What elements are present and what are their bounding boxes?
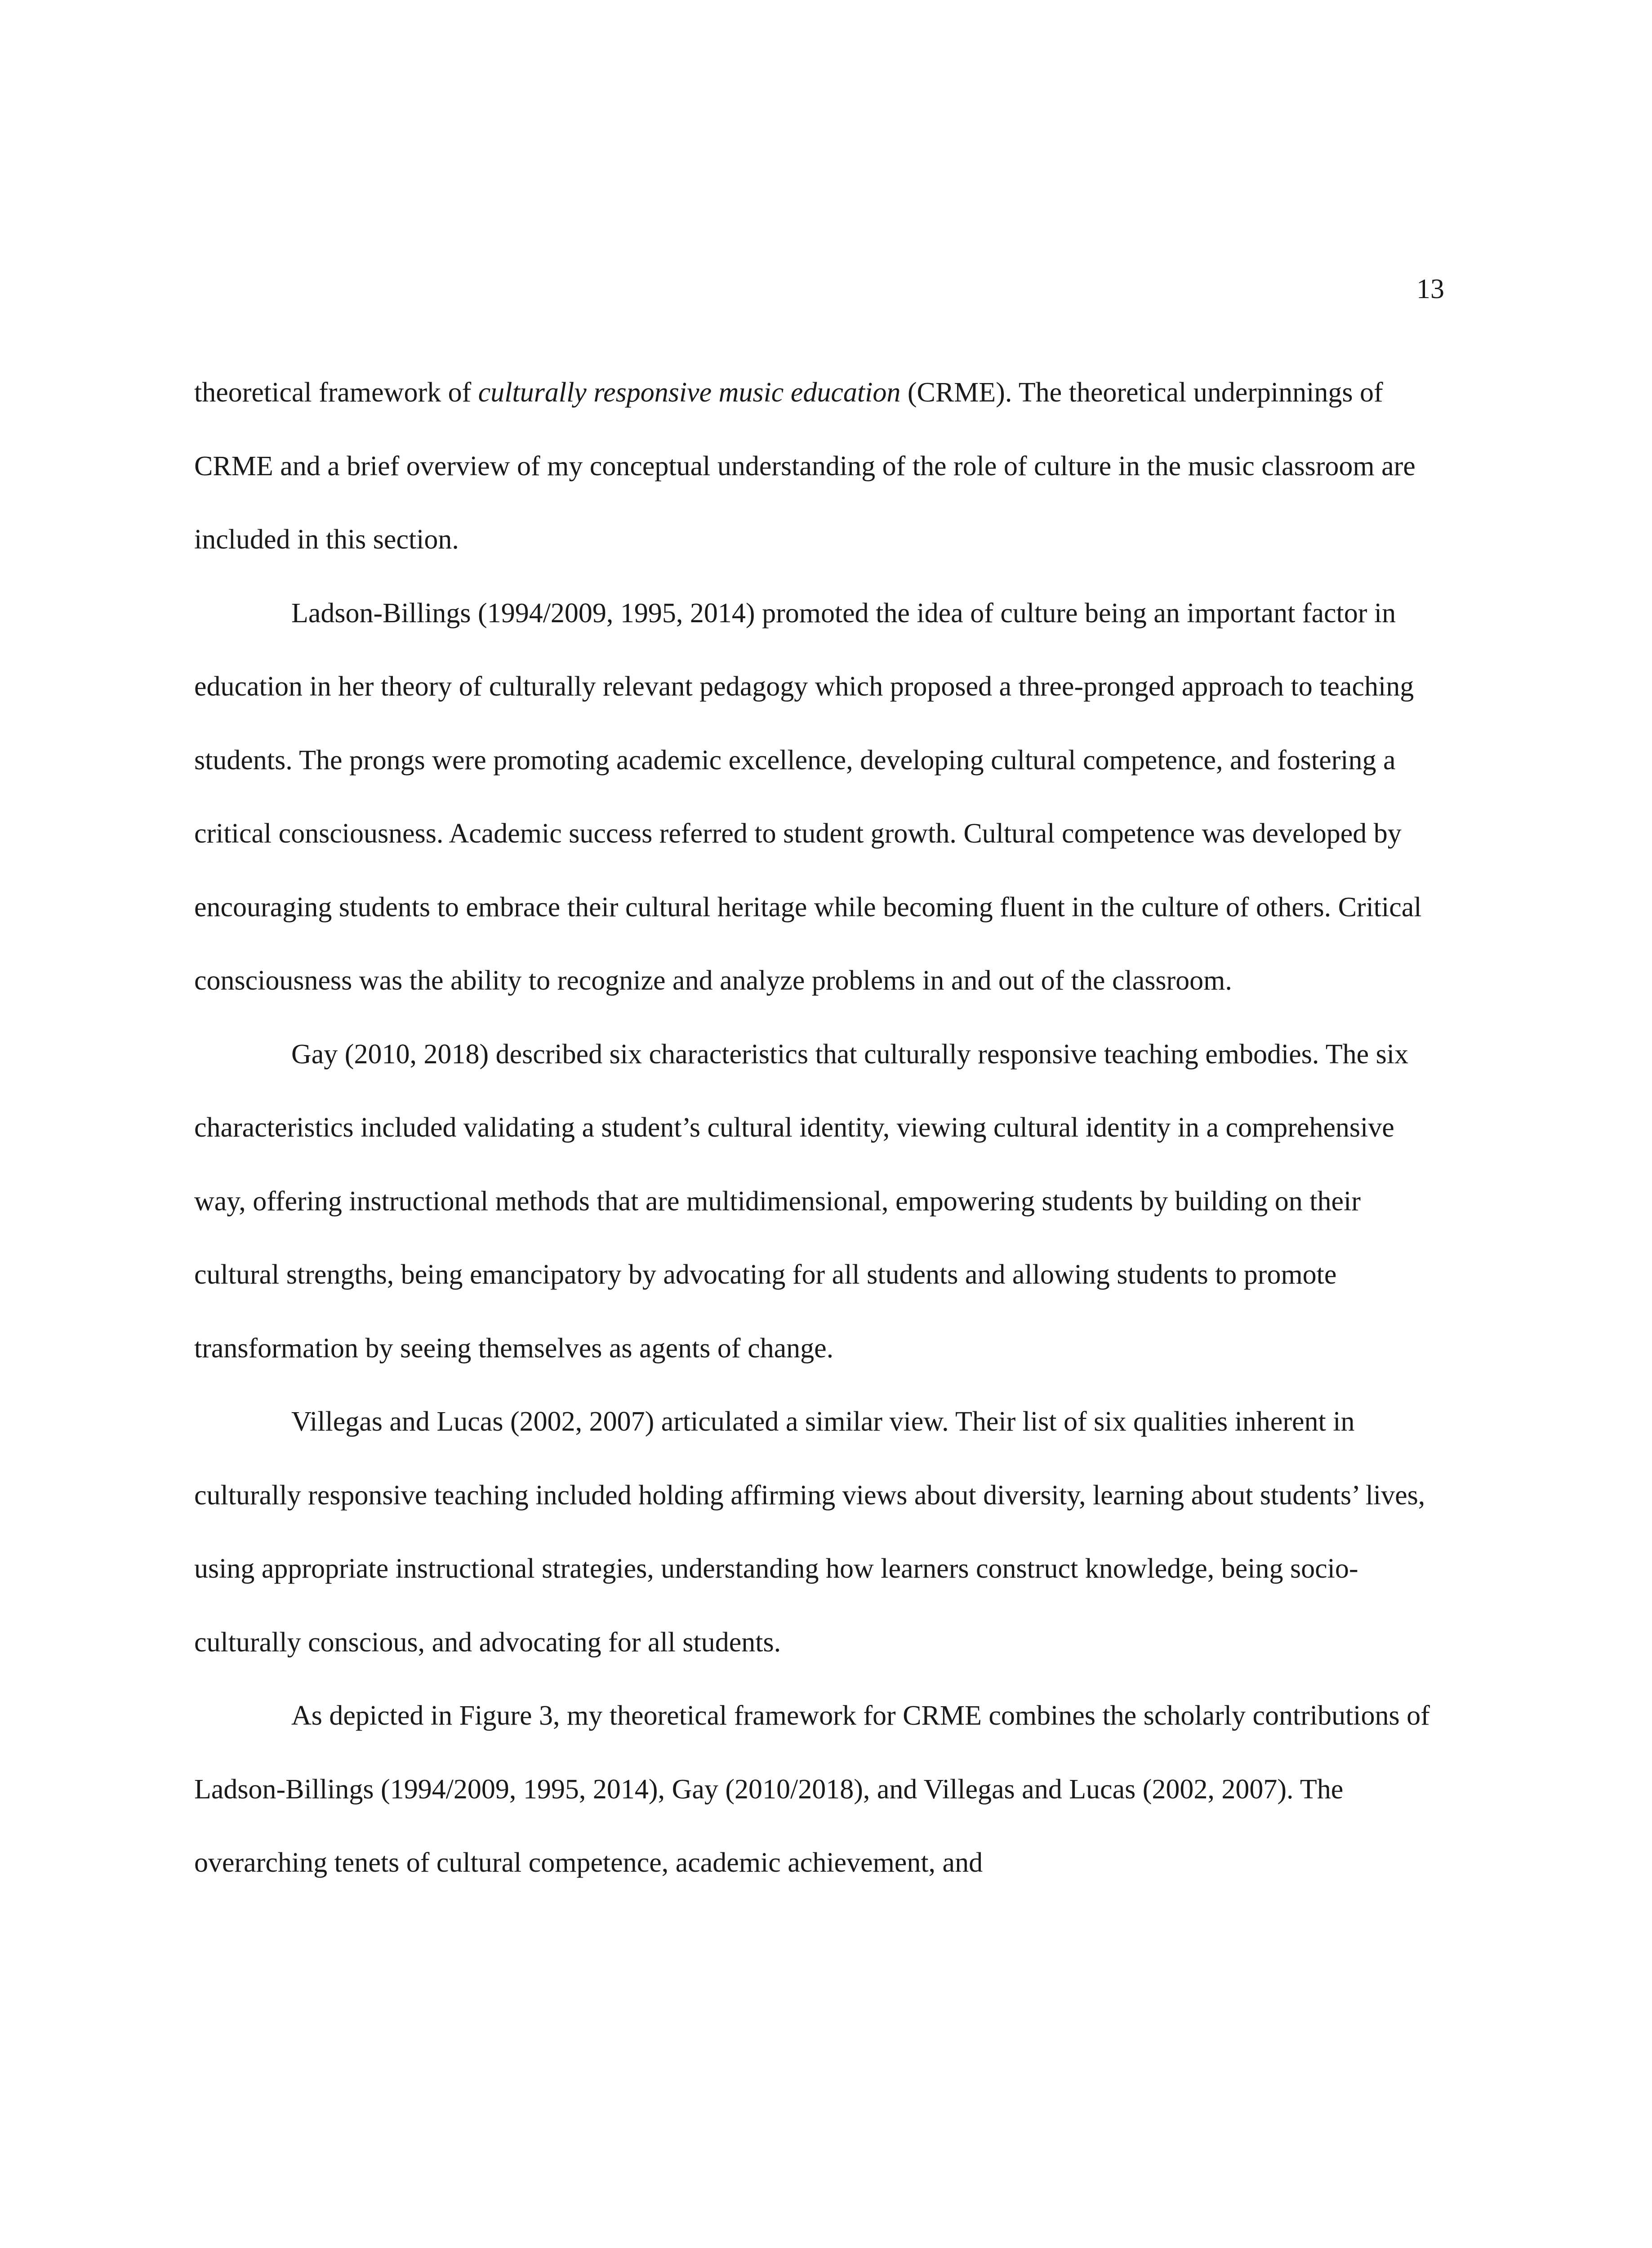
page-number: 13: [1416, 274, 1444, 304]
paragraph-continued: [194, 356, 1442, 577]
paragraph-text: theoretical framework of: [194, 377, 478, 408]
paragraph-villegas-lucas: Villegas and Lucas (2002, 2007) articulated a similar view. Their list of six qualities inherent in culturally responsive teaching included holding affirming views about diversity, learning about students’ lives, using appropriate instructional strategies, understanding how learners construct knowledge, being socio-culturally conscious, and advocating for all students.: [194, 1406, 1425, 1658]
italic-term: culturally responsive music education: [478, 377, 901, 408]
document-body: [194, 356, 1442, 1900]
paragraph-framework: As depicted in Figure 3, my theoretical framework for CRME combines the scholarly contributions of Ladson-Billings (1994/2009, 1995, 2014), Gay (2010/2018), and Villegas and Lucas (2002, 2007). The overarching tenets of cultural competence, academic achievement, and: [194, 1700, 1430, 1878]
paragraph-gay: Gay (2010, 2018) described six characteristics that culturally responsive teaching embodies. The six characteristics included validating a student’s cultural identity, viewing cultural identity in a comprehensive way, offering instructional methods that are multidimensional, empowering students by building on their cultural strengths, being emancipatory by advocating for all students and allowing students to promote transformation by seeing themselves as agents of change.: [194, 1039, 1409, 1364]
paragraph-ladson-billings: Ladson-Billings (1994/2009, 1995, 2014) promoted the idea of culture being an important factor in education in her theory of culturally relevant pedagogy which proposed a three-pronged approach to teaching students. The prongs were promoting academic excellence, developing cultural competence, and fostering a critical consciousness. Academic success referred to student growth. Cultural competence was developed by encouraging students to embrace their cultural heritage while becoming fluent in the culture of others. Critical consciousness was the ability to recognize and analyze problems in and out of the classroom.: [194, 598, 1422, 996]
paragraph-text: (CRME). The theoretical underpinnings of CRME and a brief overview of my conceptual understanding of the role of culture in the music classroom are included in this section.: [194, 377, 1416, 555]
